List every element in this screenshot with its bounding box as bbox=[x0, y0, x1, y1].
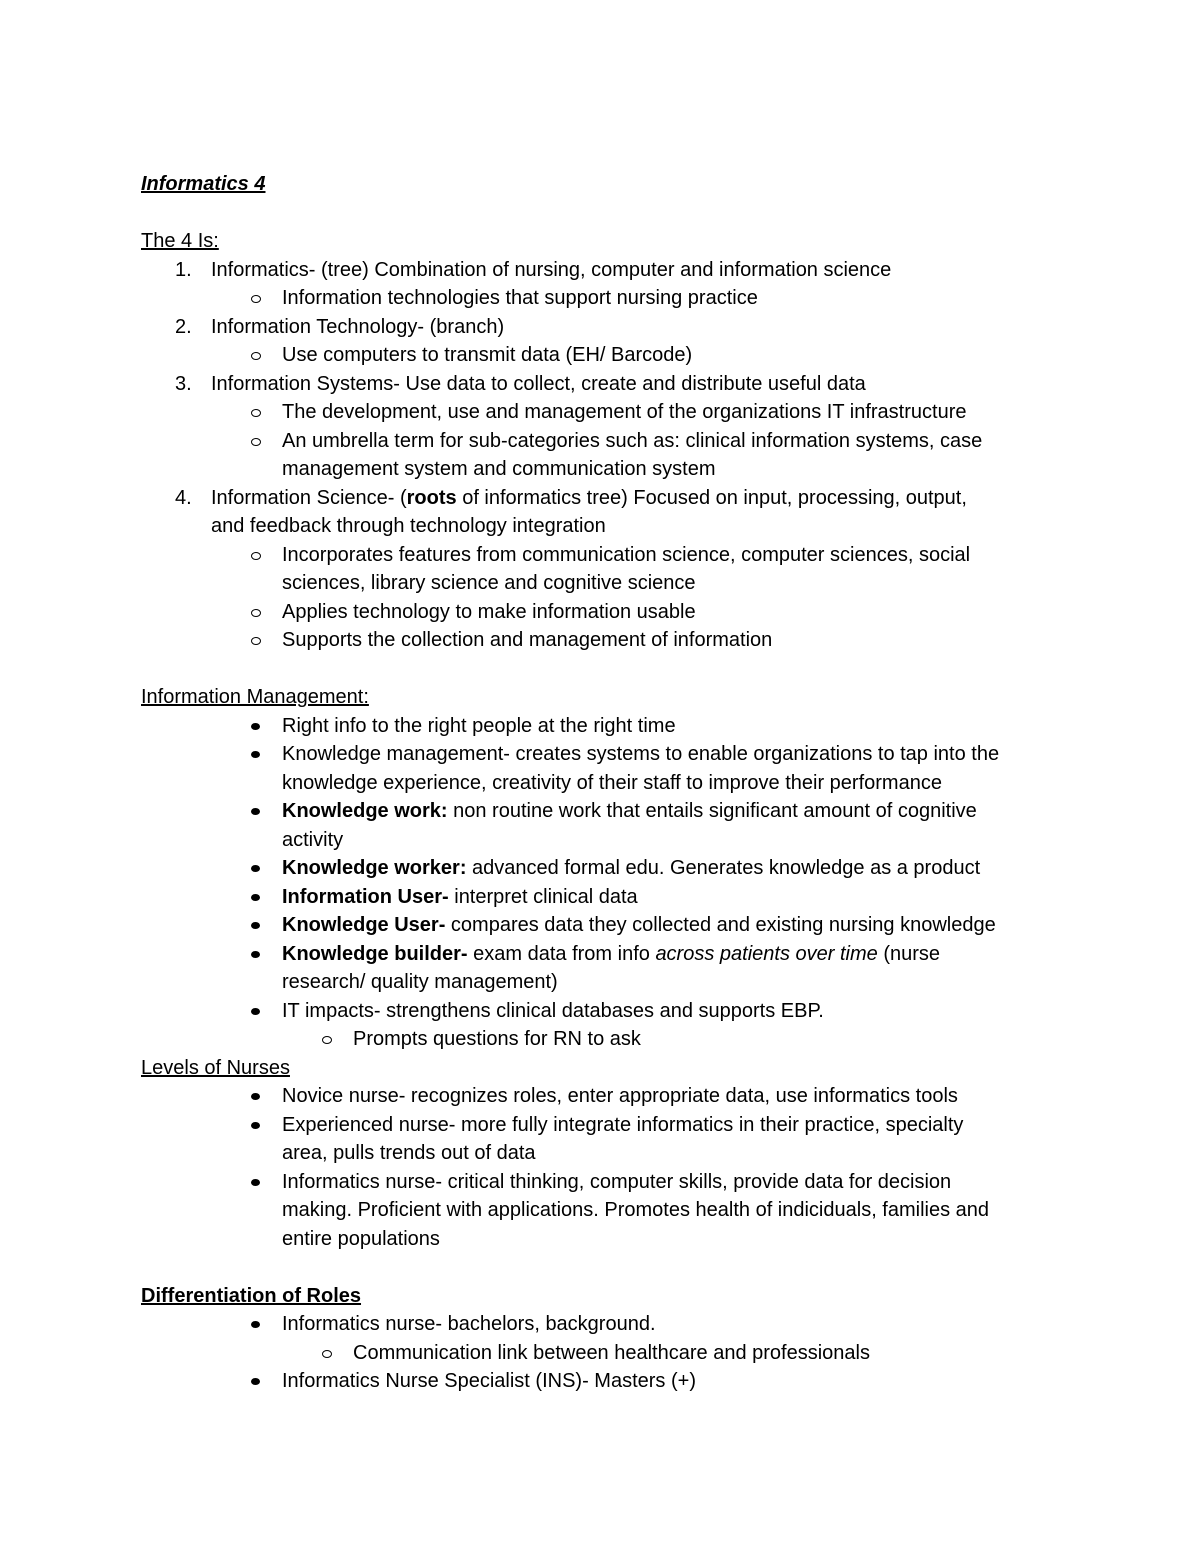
roles-heading: Differentiation of Roles bbox=[141, 1284, 362, 1307]
bullet-item-continuation: knowledge experience, creativity of their staff to improve their performance bbox=[282, 771, 942, 794]
bullet-item-continuation: area, pulls trends out of data bbox=[282, 1142, 536, 1164]
bullet-item-continuation: research/ quality management) bbox=[282, 971, 558, 993]
bullet-item-continuation: entire populations bbox=[282, 1227, 440, 1250]
sub-item-continuation: management system and communication system bbox=[282, 458, 716, 480]
sub-item: Applies technology to make information usable bbox=[141, 598, 1081, 627]
bullet-icon bbox=[251, 1122, 260, 1129]
hollow-bullet-icon bbox=[251, 609, 261, 617]
bullet-icon bbox=[251, 1378, 260, 1385]
sub-item-continuation: sciences, library science and cognitive science bbox=[282, 572, 696, 594]
sub-item: An umbrella term for sub-categories such as: clinical information systems, case bbox=[141, 427, 1081, 456]
hollow-bullet-icon bbox=[251, 552, 261, 560]
hollow-bullet-icon bbox=[251, 352, 261, 360]
bullet-icon bbox=[251, 723, 260, 730]
document-title bbox=[141, 170, 1081, 199]
bullet-item-continuation: activity bbox=[282, 828, 344, 851]
bullet-item-continuation: making. Proficient with applications. Promotes health of indiciduals, families and bbox=[282, 1199, 990, 1221]
hollow-bullet-icon bbox=[251, 409, 261, 417]
hollow-bullet-icon bbox=[251, 295, 261, 303]
bullet-item: Informatics nurse- critical thinking, computer skills, provide data for decision bbox=[141, 1168, 1081, 1197]
numbered-item-1: 1. Informatics- (tree) Combination of nursing, computer and information science bbox=[175, 258, 892, 281]
sub-item: Use computers to transmit data (EH/ Barcode) bbox=[141, 341, 1081, 370]
title-text: Informatics 4 bbox=[141, 173, 266, 195]
bullet-icon bbox=[251, 865, 260, 872]
numbered-item-3: 3. Information Systems- Use data to collect, create and distribute useful data bbox=[175, 372, 866, 395]
bullet-item: Knowledge work: non routine work that entails significant amount of cognitive bbox=[141, 797, 1081, 826]
sub-item: Communication link between healthcare and professionals bbox=[141, 1339, 1081, 1368]
numbered-item-2: 2. Information Technology- (branch) bbox=[175, 315, 505, 338]
sub-item: Prompts questions for RN to ask bbox=[141, 1025, 1081, 1054]
bullet-item: Informatics nurse- bachelors, background. bbox=[141, 1310, 1081, 1339]
sub-item: Incorporates features from communication science, computer sciences, social bbox=[141, 541, 1081, 570]
document-page bbox=[141, 170, 1081, 1396]
bullet-icon bbox=[251, 951, 260, 958]
sub-item: Information technologies that support nursing practice bbox=[141, 284, 1081, 313]
sub-item: Supports the collection and management of information bbox=[141, 626, 1081, 655]
bullet-icon bbox=[251, 1008, 260, 1015]
bullet-icon bbox=[251, 1179, 260, 1186]
four-is-heading: The 4 Is: bbox=[141, 230, 219, 252]
bullet-icon bbox=[251, 1093, 260, 1100]
bullet-icon bbox=[251, 922, 260, 929]
bullet-icon bbox=[251, 1321, 260, 1328]
bullet-item: Experienced nurse- more fully integrate informatics in their practice, specialty bbox=[141, 1111, 1081, 1140]
bullet-item: Knowledge User- compares data they collected and existing nursing knowledge bbox=[141, 911, 1081, 940]
bullet-item: Novice nurse- recognizes roles, enter appropriate data, use informatics tools bbox=[141, 1082, 1081, 1111]
hollow-bullet-icon bbox=[322, 1350, 332, 1358]
bullet-item: Informatics Nurse Specialist (INS)- Masters (+) bbox=[141, 1367, 1081, 1396]
hollow-bullet-icon bbox=[251, 438, 261, 446]
bullet-icon bbox=[251, 751, 260, 758]
levels-heading: Levels of Nurses bbox=[141, 1056, 290, 1079]
sub-item: The development, use and management of the organizations IT infrastructure bbox=[141, 398, 1081, 427]
hollow-bullet-icon bbox=[251, 637, 261, 645]
bullet-item: Knowledge worker: advanced formal edu. Generates knowledge as a product bbox=[141, 854, 1081, 883]
hollow-bullet-icon bbox=[322, 1036, 332, 1044]
numbered-item-4: 4. Information Science- (roots of informatics tree) Focused on input, processing, output, bbox=[175, 486, 967, 509]
bullet-item: Right info to the right people at the right time bbox=[141, 712, 1081, 741]
bullet-item: Knowledge builder- exam data from info across patients over time (nurse bbox=[141, 940, 1081, 969]
bullet-item: Knowledge management- creates systems to enable organizations to tap into the bbox=[141, 740, 1081, 769]
bullet-icon bbox=[251, 894, 260, 901]
info-management-heading: Information Management: bbox=[141, 686, 369, 708]
bullet-item: Information User- interpret clinical data bbox=[141, 883, 1081, 912]
bullet-item: IT impacts- strengthens clinical databases and supports EBP. bbox=[141, 997, 1081, 1026]
numbered-item-continuation: and feedback through technology integration bbox=[211, 515, 606, 537]
bullet-icon bbox=[251, 808, 260, 815]
